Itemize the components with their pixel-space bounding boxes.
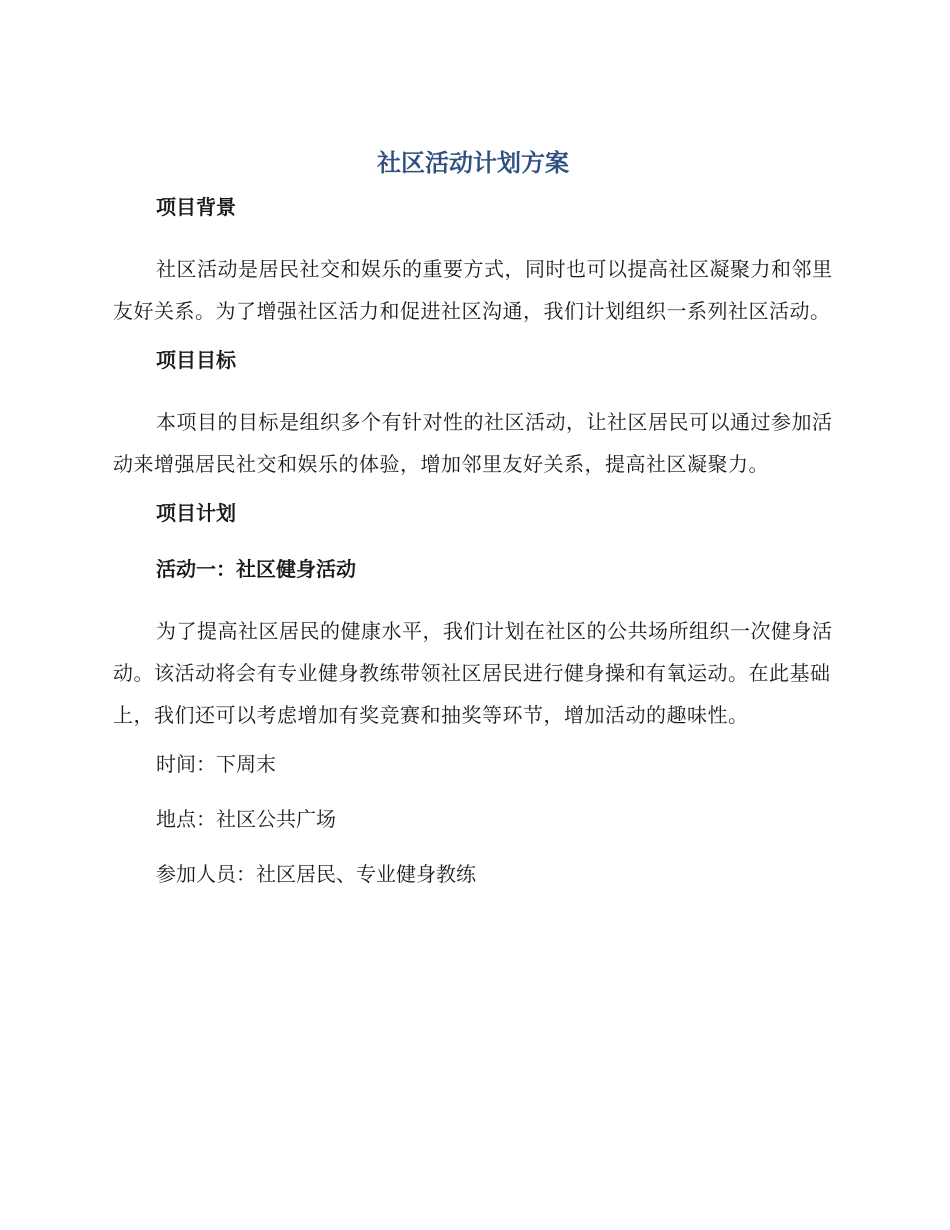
section-heading-goals: 项目目标 — [156, 348, 236, 372]
section-heading-activity1: 活动一：社区健身活动 — [156, 557, 356, 581]
paragraph-background: 社区活动是居民社交和娱乐的重要方式，同时也可以提高社区凝聚力和邻里友好关系。为了增强社区活力和促进社区沟通，我们计划组织一系列社区活动。 — [113, 257, 833, 323]
activity1-location: 地点：社区公共广场 — [156, 807, 336, 831]
section-heading-plan: 项目计划 — [156, 501, 236, 525]
paragraph-activity1: 为了提高社区居民的健康水平，我们计划在社区的公共场所组织一次健身活动。该活动将会有专业健身教练带领社区居民进行健身操和有氧运动。在此基础上，我们还可以考虑增加有奖竞赛和抽奖等环节，增加活动的趣味性。 — [113, 619, 833, 727]
activity1-time: 时间：下周末 — [156, 752, 276, 776]
document-content — [113, 140, 833, 914]
document-title: 社区活动计划方案 — [377, 149, 569, 177]
activity1-participants: 参加人员：社区居民、专业健身教练 — [156, 862, 476, 886]
paragraph-goals: 本项目的目标是组织多个有针对性的社区活动，让社区居民可以通过参加活动来增强居民社交和娱乐的体验，增加邻里友好关系，提高社区凝聚力。 — [113, 410, 833, 476]
section-heading-background: 项目背景 — [156, 195, 236, 219]
